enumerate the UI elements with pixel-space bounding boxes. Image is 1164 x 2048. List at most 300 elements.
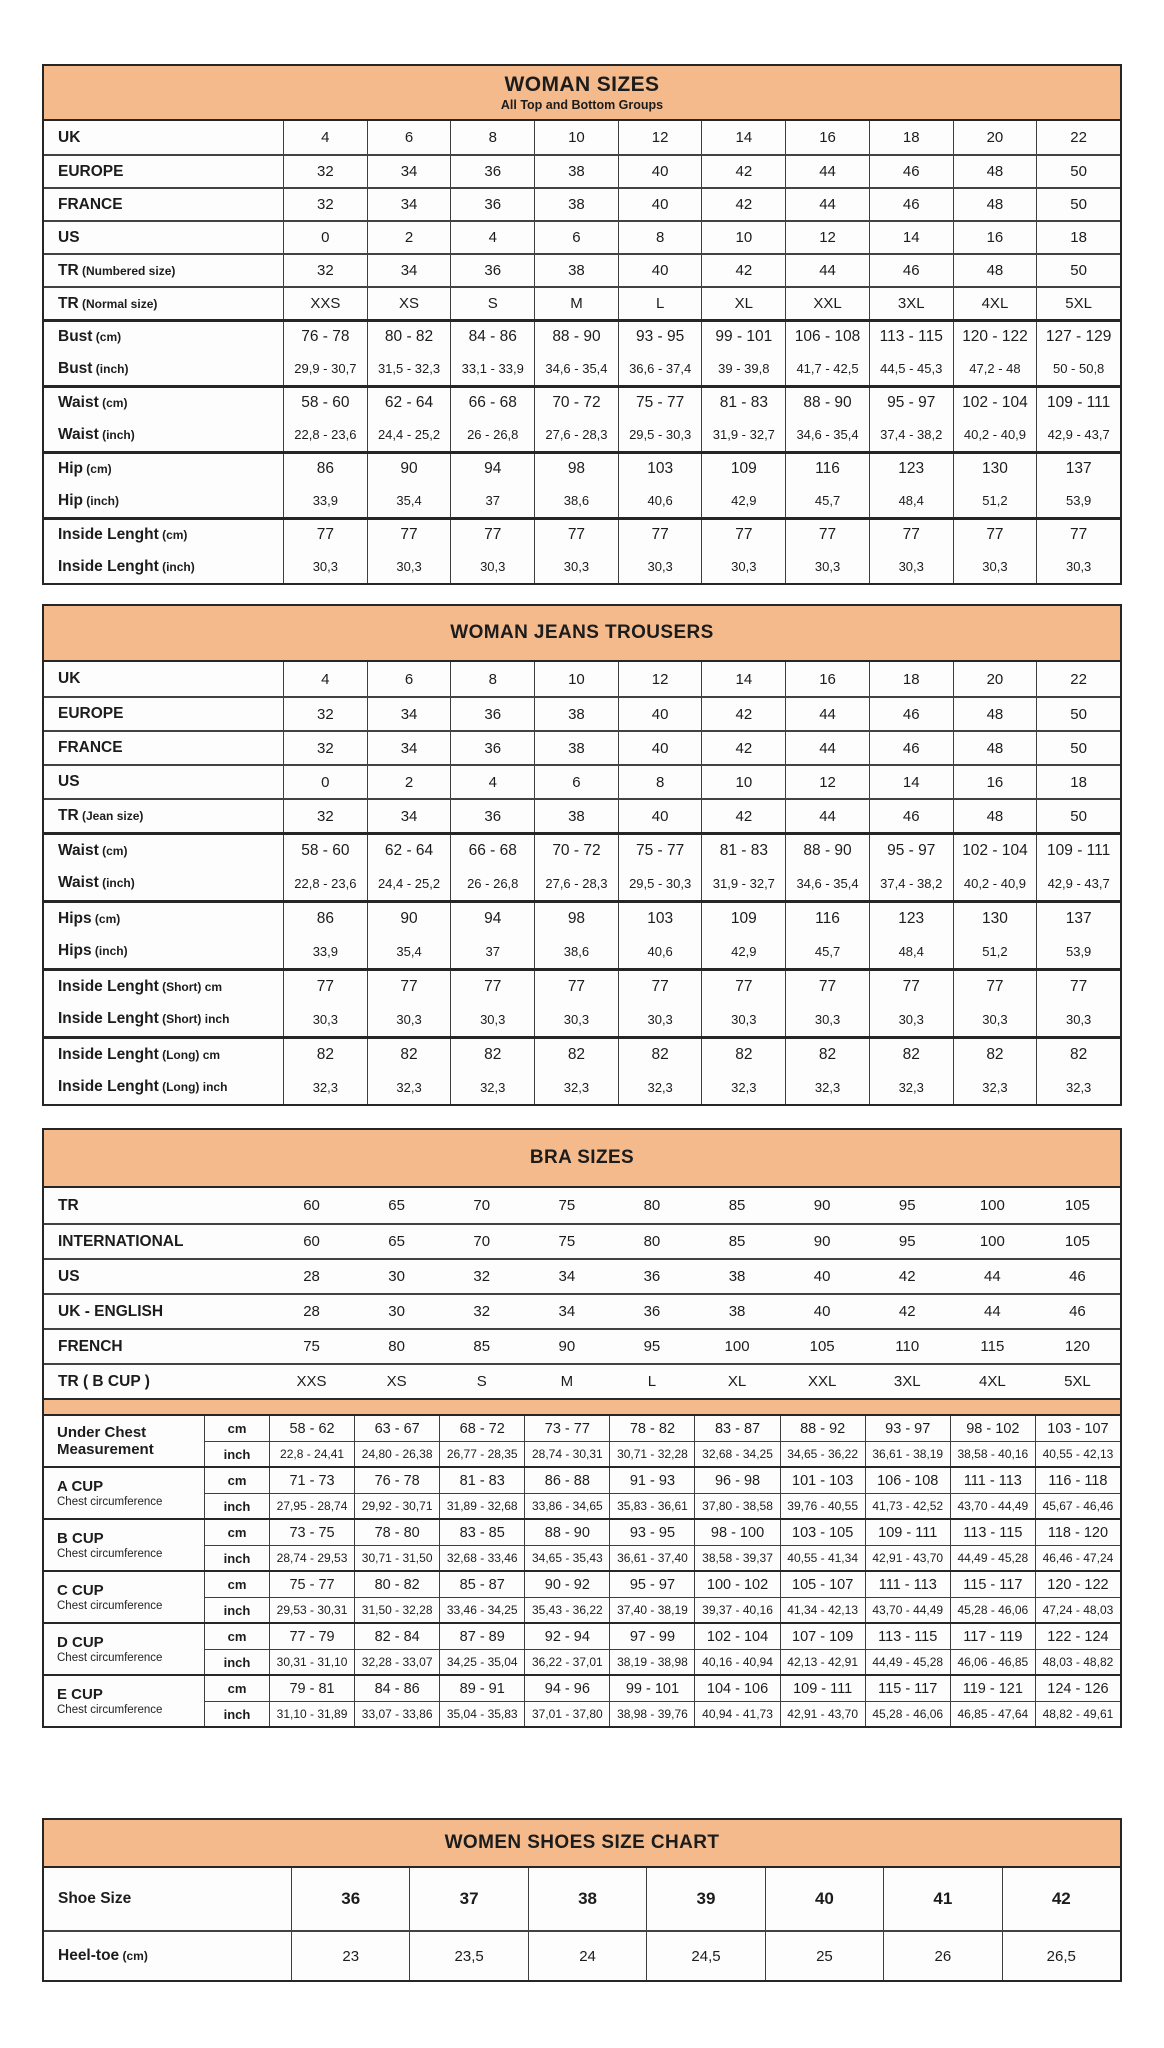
value-cell: 40 (813, 1303, 831, 1320)
value-cell: 38 (534, 732, 618, 764)
row-label (44, 484, 283, 517)
value-cell: 43,70 - 44,49 (865, 1597, 950, 1622)
row-label-text: FRANCE (58, 195, 123, 213)
value-cell: 102 - 104 (694, 1624, 779, 1649)
value-cell: 30,3 (450, 550, 534, 583)
value-cell: 58 - 62 (269, 1416, 354, 1441)
value-cell: 78 - 80 (354, 1520, 439, 1545)
row-label-sub: (cm) (91, 911, 121, 926)
value-cell: 14 (869, 222, 953, 253)
value-cell: 100 - 102 (694, 1572, 779, 1597)
value-cell: 77 (618, 520, 702, 550)
value-cell: 28 (303, 1303, 320, 1320)
value-cell: 106 - 108 (865, 1468, 950, 1493)
value-cell: 65 (388, 1233, 405, 1250)
value-cell: XS (386, 1373, 407, 1390)
value-cell: 90 (367, 454, 451, 484)
value-cell: 30 (388, 1268, 405, 1285)
divider-strip (44, 1398, 1120, 1414)
row-label-text: US (58, 773, 80, 790)
value-cell: 31,50 - 32,28 (354, 1597, 439, 1622)
table-row (44, 1002, 1120, 1036)
table-row (44, 385, 1120, 418)
value-cell: 34,6 - 35,4 (785, 866, 869, 900)
value-cell: 40 (618, 800, 702, 832)
value-cell: 90 (367, 903, 451, 934)
value-cell: 29,5 - 30,3 (618, 866, 702, 900)
value-cell: 46 (869, 698, 953, 730)
row-label (44, 222, 283, 253)
cup-rows (204, 1520, 1120, 1570)
value-cell: 88 - 90 (524, 1520, 609, 1545)
value-cell: 38 (534, 698, 618, 730)
value-cell: 2 (367, 766, 451, 798)
bra-sizes-rows (44, 1188, 1120, 1398)
table-row (44, 451, 1120, 484)
value-cell: 41,34 - 42,13 (780, 1597, 865, 1622)
value-cell: 40,55 - 41,34 (780, 1545, 865, 1570)
value-cell: 48,03 - 48,82 (1035, 1649, 1120, 1674)
row-label-text: Hip (58, 460, 83, 477)
value-cell: 115 - 117 (865, 1676, 950, 1701)
value-cell: 20 (953, 662, 1037, 696)
value-cell: 48 (953, 698, 1037, 730)
value-cell: 36 (450, 698, 534, 730)
row-label (44, 156, 283, 187)
value-cell: 68 - 72 (439, 1416, 524, 1441)
value-cell: 77 (367, 971, 451, 1002)
row-label-text: UK (58, 128, 81, 146)
cup-label-sub: Chest circumference (57, 1600, 163, 1613)
cup-group (44, 1414, 1120, 1466)
value-cell: 48,4 (869, 934, 953, 968)
row-label-sub: (Short) cm (158, 979, 223, 994)
value-cell: 75 - 77 (269, 1572, 354, 1597)
value-cell: 103 (618, 454, 702, 484)
value-cell: 32 (283, 189, 367, 220)
value-cell: 75 - 77 (618, 835, 702, 866)
value-cell: 78 - 82 (609, 1416, 694, 1441)
row-label-text: EUROPE (58, 162, 124, 180)
value-cell: 46,85 - 47,64 (950, 1701, 1035, 1726)
value-cell: 94 - 96 (524, 1676, 609, 1701)
value-cell: 33,9 (283, 934, 367, 968)
value-cell: 60 (303, 1233, 320, 1250)
value-cell: 100 (979, 1197, 1005, 1214)
value-cell: 23 (291, 1932, 409, 1980)
value-cell: 16 (953, 222, 1037, 253)
value-cell: 45,28 - 46,06 (950, 1597, 1035, 1622)
value-cell: 82 (701, 1039, 785, 1070)
value-cell: 71 - 73 (269, 1468, 354, 1493)
row-label (44, 1188, 269, 1223)
value-cell: 113 - 115 (869, 322, 953, 352)
row-label-text: Hip (58, 491, 83, 509)
row-label-text: Shoe Size (58, 1890, 132, 1907)
value-cell: 24,5 (646, 1932, 764, 1980)
value-cell: 93 - 95 (618, 322, 702, 352)
value-cell: 77 (953, 971, 1037, 1002)
value-cell: 34,65 - 35,43 (524, 1545, 609, 1570)
value-cell: 103 - 105 (780, 1520, 865, 1545)
value-cell: XXL (785, 288, 869, 319)
woman-jeans-title: WOMAN JEANS TROUSERS (450, 622, 714, 643)
value-cell: 36 (291, 1868, 409, 1930)
value-cell: 44 (785, 800, 869, 832)
cup-label (44, 1468, 204, 1518)
value-cell: 18 (869, 662, 953, 696)
value-cell: 130 (953, 454, 1037, 484)
value-cell: 30,3 (534, 1002, 618, 1036)
value-cell: 32,3 (953, 1070, 1037, 1104)
row-label (44, 766, 283, 798)
row-label-text: Hips (58, 909, 92, 927)
value-cell: 32 (283, 698, 367, 730)
row-label-sub: (Normal size) (78, 296, 158, 311)
value-cell: 18 (1036, 222, 1120, 253)
value-cell: 36,6 - 37,4 (618, 352, 702, 385)
row-label (44, 1365, 269, 1398)
women-shoes-rows (44, 1868, 1120, 1980)
value-cell: 29,53 - 30,31 (269, 1597, 354, 1622)
table-row (44, 764, 1120, 798)
value-cell: 10 (701, 766, 785, 798)
value-cell: 105 (1064, 1197, 1090, 1214)
value-cell: 120 - 122 (1035, 1572, 1120, 1597)
value-cell: 48 (953, 800, 1037, 832)
value-cell: 85 (473, 1338, 491, 1355)
value-cell: 122 - 124 (1035, 1624, 1120, 1649)
value-cell: 4XL (953, 288, 1037, 319)
women-shoes-title: WOMEN SHOES SIZE CHART (444, 1832, 720, 1853)
value-cell: 30,3 (701, 1002, 785, 1036)
value-cell: 45,7 (785, 484, 869, 517)
value-cell: 30,31 - 31,10 (269, 1649, 354, 1674)
value-cell: 36,61 - 37,40 (609, 1545, 694, 1570)
value-cell: 30,3 (701, 550, 785, 583)
value-cell: 40 (618, 189, 702, 220)
cup-inch-row (204, 1545, 1120, 1570)
value-cell: 10 (534, 662, 618, 696)
value-cell: 14 (701, 662, 785, 696)
value-cell: 30,3 (869, 550, 953, 583)
value-cell: 42 (1002, 1868, 1120, 1930)
value-cell: 44,49 - 45,28 (865, 1649, 950, 1674)
row-label-text: US (58, 1267, 80, 1285)
value-cell: 109 - 111 (1036, 388, 1120, 418)
row-label-text: Inside Lenght (58, 526, 159, 543)
value-cell: 34 (367, 156, 451, 187)
table-row (44, 220, 1120, 253)
row-label-text: Heel-toe (58, 1947, 120, 1964)
value-cell: 40 (618, 255, 702, 286)
table-row (44, 730, 1120, 764)
value-cell: 36 (643, 1303, 661, 1320)
value-cell: 30,3 (1036, 550, 1120, 583)
value-cell: 32,3 (618, 1070, 702, 1104)
bra-cup-section (44, 1414, 1120, 1726)
table-row (44, 1188, 1120, 1223)
value-cell: 22,8 - 23,6 (283, 866, 367, 900)
value-cell: 36 (450, 156, 534, 187)
row-label-text: TR ( B CUP ) (58, 1372, 150, 1390)
cup-label-sub: Chest circumference (57, 1652, 163, 1665)
unit-cell: cm (204, 1416, 269, 1441)
table-row (44, 418, 1120, 451)
value-cell: 38 (534, 156, 618, 187)
value-cell: 41,73 - 42,52 (865, 1493, 950, 1518)
value-cell: 35,4 (367, 484, 451, 517)
cup-cm-row (204, 1468, 1120, 1493)
value-cell: 38 (528, 1868, 646, 1930)
value-cell: 38 (728, 1303, 746, 1320)
value-cell: 22,8 - 23,6 (283, 418, 367, 451)
value-cell: 25 (765, 1932, 883, 1980)
value-cell: 63 - 67 (354, 1416, 439, 1441)
value-cell: M (560, 1373, 574, 1390)
value-cell: 77 (701, 520, 785, 550)
row-label (44, 1260, 269, 1293)
value-cell: 3XL (869, 288, 953, 319)
value-cell: 46,46 - 47,24 (1035, 1545, 1120, 1570)
value-cell: 4 (450, 766, 534, 798)
row-label (44, 418, 283, 451)
table-row (44, 517, 1120, 550)
value-cell: 53,9 (1036, 934, 1120, 968)
row-label-text: FRANCE (58, 739, 123, 756)
cup-rows (204, 1468, 1120, 1518)
value-cell: 36 (643, 1268, 661, 1285)
value-cell: 46 (869, 800, 953, 832)
value-cell: 123 (869, 454, 953, 484)
row-label-text: FRENCH (58, 1337, 123, 1355)
table-row (44, 121, 1120, 154)
value-cell: 44 (984, 1268, 1001, 1285)
value-cell: 23,5 (409, 1932, 527, 1980)
value-cell: 8 (450, 121, 534, 154)
woman-jeans-rows (44, 662, 1120, 1104)
value-cell: 53,9 (1036, 484, 1120, 517)
row-label (44, 1932, 291, 1980)
value-cell: 98 (534, 454, 618, 484)
row-label-sub: (cm) (158, 528, 188, 542)
value-cell: 34 (558, 1268, 576, 1285)
value-cell: 30,3 (785, 1002, 869, 1036)
value-cell: 109 - 111 (1036, 835, 1120, 866)
value-cell: 30,3 (785, 550, 869, 583)
value-cell: 92 - 94 (524, 1624, 609, 1649)
bra-sizes-title: BRA SIZES (529, 1147, 635, 1168)
value-cell: 82 (534, 1039, 618, 1070)
table-row (44, 1930, 1120, 1980)
value-cell: 90 (558, 1338, 576, 1355)
cup-label-text: E CUP (57, 1685, 103, 1703)
value-cell: 0 (283, 222, 367, 253)
value-cell: 31,9 - 32,7 (701, 866, 785, 900)
table-row (44, 253, 1120, 286)
value-cell: 44 (984, 1303, 1001, 1320)
woman-sizes-rows (44, 121, 1120, 583)
value-cell: 93 - 95 (609, 1520, 694, 1545)
value-cell: 95 (643, 1338, 661, 1355)
value-cell: 73 - 75 (269, 1520, 354, 1545)
value-cell: 8 (618, 222, 702, 253)
value-cell: 111 - 113 (865, 1572, 950, 1597)
value-cell: XXS (283, 288, 367, 319)
row-label (44, 288, 283, 319)
value-cell: 70 - 72 (534, 835, 618, 866)
value-cell: 82 (367, 1039, 451, 1070)
row-label-sub: (inch) (98, 876, 135, 890)
value-cell: 30,3 (534, 550, 618, 583)
value-cell: 10 (534, 121, 618, 154)
value-cell: 40 (765, 1868, 883, 1930)
value-cell: 75 - 77 (618, 388, 702, 418)
value-cell: 66 - 68 (450, 388, 534, 418)
value-cell: 46 (869, 189, 953, 220)
row-label-text: INTERNATIONAL (58, 1232, 184, 1250)
value-cell: 77 (953, 520, 1037, 550)
value-cell: 45,67 - 46,46 (1035, 1493, 1120, 1518)
value-cell: 137 (1036, 903, 1120, 934)
value-cell: 37 (450, 934, 534, 968)
row-label-sub: (inch) (158, 559, 195, 574)
value-cell: 34,6 - 35,4 (785, 418, 869, 451)
value-cell: 27,95 - 28,74 (269, 1493, 354, 1518)
value-cell: 100 (979, 1233, 1005, 1250)
row-label-sub: (cm) (98, 396, 128, 410)
value-cell: 32,3 (283, 1070, 367, 1104)
value-cell: 124 - 126 (1035, 1676, 1120, 1701)
unit-cell: inch (204, 1649, 269, 1674)
value-cell: 16 (785, 662, 869, 696)
value-cell: 94 (450, 903, 534, 934)
row-label-sub: (inch) (91, 944, 128, 958)
value-cell: 34 (367, 800, 451, 832)
value-cell: 8 (450, 662, 534, 696)
row-label (44, 388, 283, 418)
unit-cell: inch (204, 1597, 269, 1622)
row-label-sub: (Jean size) (78, 809, 144, 823)
value-cell: 38 (728, 1268, 746, 1285)
value-cell: 106 - 108 (785, 322, 869, 352)
row-label (44, 934, 283, 968)
row-label (44, 800, 283, 832)
value-cell: 6 (534, 222, 618, 253)
value-cell: 16 (785, 121, 869, 154)
value-cell: 42,9 - 43,7 (1036, 418, 1120, 451)
value-cell: 50 (1036, 732, 1120, 764)
value-cell: 26 - 26,8 (450, 418, 534, 451)
value-cell: 30,3 (283, 1002, 367, 1036)
value-cell: 37,01 - 37,80 (524, 1701, 609, 1726)
cup-label (44, 1520, 204, 1570)
value-cell: 44 (785, 732, 869, 764)
row-label-sub: (inch) (82, 493, 119, 508)
row-label (44, 732, 283, 764)
value-cell: 123 (869, 903, 953, 934)
value-cell: 32,3 (701, 1070, 785, 1104)
woman-sizes-table (42, 64, 1122, 585)
value-cell: 46 (869, 156, 953, 187)
value-cell: 32 (283, 732, 367, 764)
value-cell: 77 - 79 (269, 1624, 354, 1649)
cup-inch-row (204, 1441, 1120, 1466)
cup-label-sub: Chest circumference (57, 1704, 163, 1717)
value-cell: 86 (283, 903, 367, 934)
value-cell: 80 (388, 1338, 405, 1355)
unit-cell: cm (204, 1572, 269, 1597)
value-cell: 39,37 - 40,16 (694, 1597, 779, 1622)
row-label-text: Hips (58, 942, 92, 959)
row-label-sub: (Short) inch (158, 1012, 230, 1026)
value-cell: 119 - 121 (950, 1676, 1035, 1701)
table-row (44, 798, 1120, 832)
unit-cell: inch (204, 1441, 269, 1466)
value-cell: 94 (450, 454, 534, 484)
unit-cell: cm (204, 1520, 269, 1545)
value-cell: 111 - 113 (950, 1468, 1035, 1493)
cup-inch-row (204, 1649, 1120, 1674)
value-cell: 77 (869, 971, 953, 1002)
value-cell: XL (727, 1373, 747, 1390)
value-cell: 105 (1064, 1233, 1090, 1250)
woman-jeans-header (44, 606, 1120, 662)
value-cell: S (476, 1373, 487, 1390)
value-cell: 40,2 - 40,9 (953, 418, 1037, 451)
cup-group (44, 1674, 1120, 1726)
value-cell: 101 - 103 (780, 1468, 865, 1493)
value-cell: 38,98 - 39,76 (609, 1701, 694, 1726)
value-cell: 81 - 83 (701, 835, 785, 866)
value-cell: 98 - 102 (950, 1416, 1035, 1441)
value-cell: 12 (785, 766, 869, 798)
value-cell: 46 (1069, 1303, 1086, 1320)
cup-label-sub: Chest circumference (57, 1496, 163, 1509)
row-label-text: TR (58, 1196, 79, 1214)
value-cell: 40 (618, 732, 702, 764)
value-cell: 30,3 (367, 1002, 451, 1036)
value-cell: 34,6 - 35,4 (534, 352, 618, 385)
value-cell: 32,68 - 33,46 (439, 1545, 524, 1570)
row-label-text: US (58, 228, 80, 246)
value-cell: 77 (1036, 971, 1120, 1002)
value-cell: 44,49 - 45,28 (950, 1545, 1035, 1570)
value-cell: 109 (701, 454, 785, 484)
value-cell: 82 (869, 1039, 953, 1070)
table-row (44, 1293, 1120, 1328)
value-cell: 44 (785, 189, 869, 220)
value-cell: 83 - 85 (439, 1520, 524, 1545)
table-row (44, 1223, 1120, 1258)
value-cell: 77 (450, 520, 534, 550)
value-cell: 6 (367, 121, 451, 154)
value-cell: 31,9 - 32,7 (701, 418, 785, 451)
value-cell: 89 - 91 (439, 1676, 524, 1701)
value-cell: 77 (283, 971, 367, 1002)
value-cell: 10 (701, 222, 785, 253)
value-cell: 96 - 98 (694, 1468, 779, 1493)
row-label-text: EUROPE (58, 705, 124, 722)
value-cell: 28,74 - 30,31 (524, 1441, 609, 1466)
value-cell: 4XL (978, 1373, 1006, 1390)
value-cell: 90 (813, 1233, 831, 1250)
row-label-sub: (Long) cm (158, 1047, 221, 1062)
value-cell: 32,3 (869, 1070, 953, 1104)
value-cell: 37,80 - 38,58 (694, 1493, 779, 1518)
value-cell: 90 (813, 1197, 831, 1214)
value-cell: 14 (869, 766, 953, 798)
